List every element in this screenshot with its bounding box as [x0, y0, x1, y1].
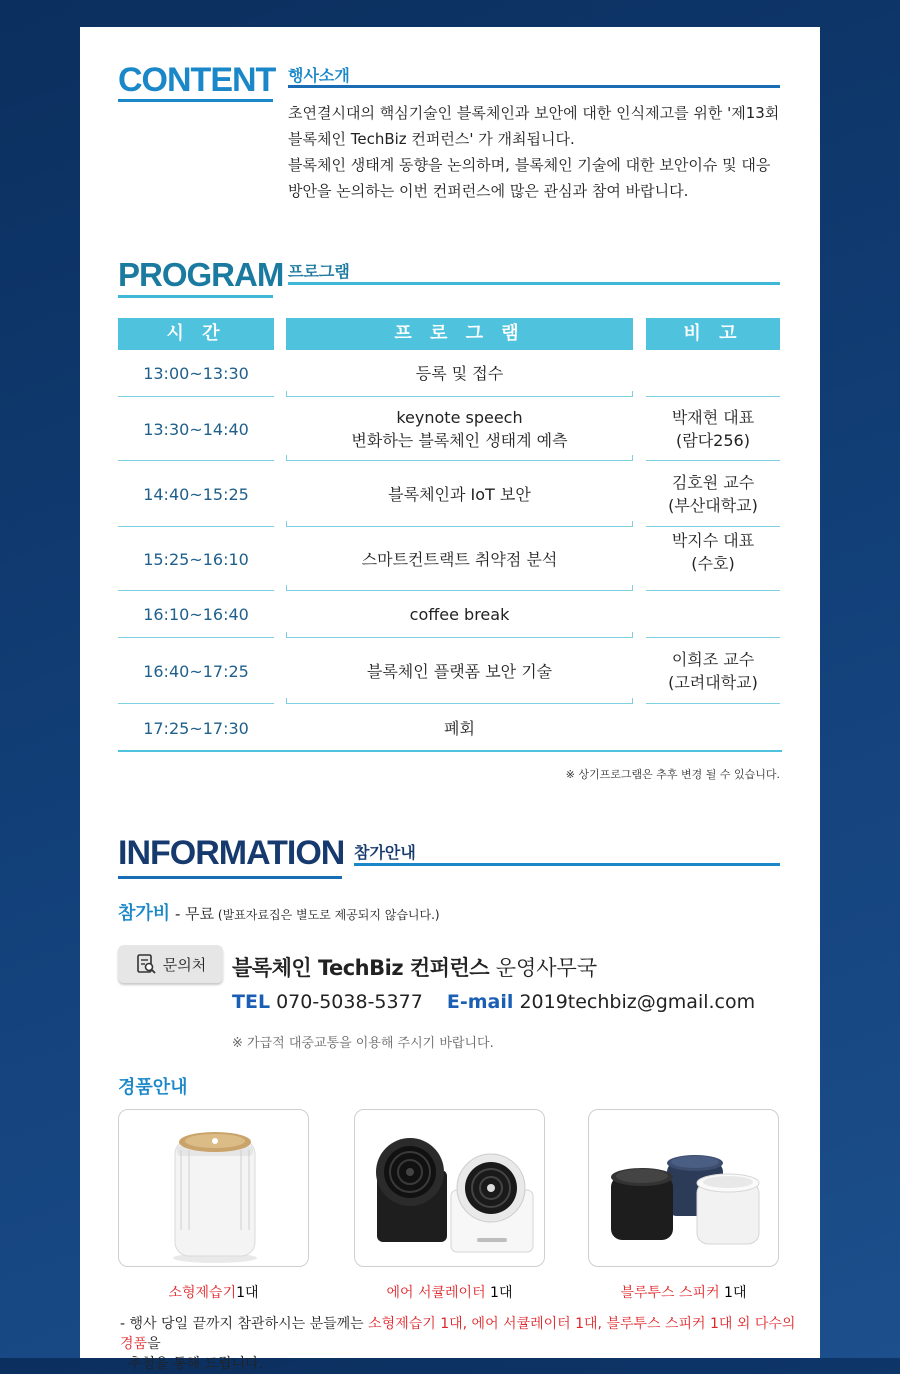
- program-cell: [286, 397, 633, 461]
- table-row: [118, 638, 782, 704]
- program-heading: PROGRAM: [118, 256, 284, 293]
- column-header-note: 비 고: [646, 318, 780, 350]
- content-line: 블록체인 TechBiz 컨퍼런스' 가 개최됩니다.: [288, 130, 575, 148]
- document-search-icon: [135, 953, 157, 975]
- tel-value: 070-5038-5377: [276, 991, 423, 1013]
- table-row: [118, 397, 782, 461]
- content-line: 방안을 논의하는 이번 컨퍼런스에 많은 관심과 참여 바랍니다.: [288, 182, 689, 200]
- note-text: 박지수 대표: [671, 531, 755, 550]
- fee-label: 참가비: [118, 903, 171, 924]
- table-row: [118, 591, 782, 638]
- content-line: 블록체인 생태계 동향을 논의하며, 블록체인 기술에 대한 보안이슈 및 대응: [288, 156, 771, 174]
- table-bottom-line: [118, 750, 782, 752]
- table-row: [118, 527, 782, 591]
- fee-text: - 무료: [170, 905, 215, 923]
- tel-label: TEL: [232, 991, 271, 1013]
- program-text: 변화하는 블록체인 생태계 예측: [351, 431, 568, 450]
- program-text: 폐회: [444, 718, 475, 738]
- content-subheading-line: [288, 85, 780, 88]
- table-row: [118, 461, 782, 527]
- note-text: (수호): [691, 554, 735, 573]
- program-cell: [286, 704, 633, 752]
- note-text: (람다256): [676, 431, 750, 450]
- prize-image-dehumidifier: [118, 1109, 309, 1267]
- prize-name: 에어 서큘레이터: [386, 1285, 486, 1301]
- time-cell: 13:30~14:40: [143, 419, 249, 439]
- fee-line: [118, 899, 440, 925]
- contact-line: [232, 991, 755, 1013]
- prizes-title: 경품안내: [118, 1077, 188, 1098]
- program-text: 등록 및 접수: [415, 364, 504, 383]
- prize-name: 블루투스 스피커: [620, 1285, 720, 1301]
- program-text: 스마트컨트랙트 취약점 분석: [361, 549, 558, 569]
- column-header-time: 시 간: [118, 318, 274, 350]
- time-cell: 17:25~17:30: [143, 718, 249, 738]
- bluetooth-speaker-image: [589, 1110, 780, 1268]
- contact-button-label: 문의처: [162, 955, 207, 974]
- program-cell: [286, 350, 633, 397]
- transport-note: ※ 가급적 대중교통을 이용해 주시기 바랍니다.: [232, 1036, 494, 1051]
- content-heading: CONTENT: [118, 61, 276, 99]
- time-cell: 15:25~16:10: [143, 549, 249, 569]
- prize-label: [354, 1282, 545, 1302]
- content-paragraph: [288, 100, 788, 204]
- page-card: [80, 27, 820, 1372]
- prize-note: [120, 1314, 800, 1374]
- email-label: E-mail: [446, 991, 514, 1013]
- note-cell: [646, 461, 780, 527]
- note-cell: [646, 397, 780, 461]
- note-text: (고려대학교): [668, 673, 758, 692]
- prize-image-air-circulator: [354, 1109, 545, 1267]
- information-heading-underline: [118, 876, 342, 879]
- program-footnote: ※ 상기프로그램은 추후 변경 될 수 있습니다.: [565, 768, 780, 781]
- prize-image-bluetooth-speaker: [588, 1109, 779, 1267]
- organizer-line: [232, 952, 597, 982]
- content-heading-underline: [118, 99, 273, 102]
- prize-qty: 1대: [485, 1285, 513, 1301]
- organizer-suffix: 운영사무국: [489, 956, 598, 980]
- content-line: 초연결시대의 핵심기술인 블록체인과 보안에 대한 인식제고를 위한 '제13회: [288, 104, 780, 122]
- program-text: coffee break: [409, 605, 510, 624]
- table-row: [118, 350, 782, 397]
- email-value[interactable]: 2019techbiz@gmail.com: [519, 991, 756, 1013]
- time-cell: 13:00~13:30: [143, 364, 249, 383]
- program-cell: [286, 527, 633, 591]
- air-circulator-image: [355, 1110, 546, 1268]
- program-subheading: 프로그램: [288, 262, 350, 281]
- prize-note-line: [120, 1314, 800, 1354]
- note-text: 김호원 교수: [671, 473, 755, 492]
- program-text: 블록체인과 IoT 보안: [388, 484, 531, 504]
- prize-qty: 1대: [719, 1285, 747, 1301]
- program-text: 블록체인 플랫폼 보안 기술: [366, 661, 553, 681]
- program-cell: [286, 461, 633, 527]
- time-cell: 16:10~16:40: [143, 605, 249, 624]
- prize-note-text: 을: [147, 1336, 161, 1352]
- program-subheading-line: [288, 282, 780, 285]
- prize-qty: 1대: [236, 1285, 259, 1301]
- note-text: (부산대학교): [668, 496, 758, 515]
- note-cell: [646, 638, 780, 704]
- prize-note-line: 추첨을 통해 드립니다.: [128, 1356, 264, 1372]
- program-cell: [286, 591, 633, 638]
- note-text: 이희조 교수: [671, 650, 755, 669]
- time-cell: 14:40~15:25: [143, 484, 249, 504]
- column-header-program: 프 로 그 램: [286, 318, 633, 350]
- prize-note-text: - 행사 당일 끝까지 참관하시는 분들께는: [120, 1316, 369, 1332]
- note-cell: [646, 527, 780, 591]
- time-cell: 16:40~17:25: [143, 661, 249, 681]
- prize-label: [588, 1282, 779, 1302]
- content-subheading: 행사소개: [288, 66, 350, 85]
- note-text: 박재현 대표: [671, 408, 755, 427]
- prize-note-highlight: 소형제습기 1대, 에어 서큘레이터 1대, 블루투스 스피커 1대 외 다수의 경품: [120, 1316, 796, 1352]
- dehumidifier-image: [119, 1110, 310, 1268]
- prize-name: 소형제습기: [168, 1285, 237, 1301]
- program-cell: [286, 638, 633, 704]
- fee-note: (발표자료집은 별도로 제공되지 않습니다.): [214, 908, 440, 922]
- table-row: [118, 704, 782, 752]
- information-subheading-line: [354, 863, 780, 866]
- organizer-name: 블록체인 TechBiz 컨퍼런스: [232, 956, 490, 980]
- program-text: keynote speech: [396, 408, 523, 427]
- program-heading-underline: [118, 295, 273, 298]
- information-subheading: 참가안내: [354, 843, 416, 862]
- prize-label: [118, 1282, 309, 1302]
- contact-button[interactable]: [118, 945, 223, 983]
- information-heading: INFORMATION: [118, 834, 345, 872]
